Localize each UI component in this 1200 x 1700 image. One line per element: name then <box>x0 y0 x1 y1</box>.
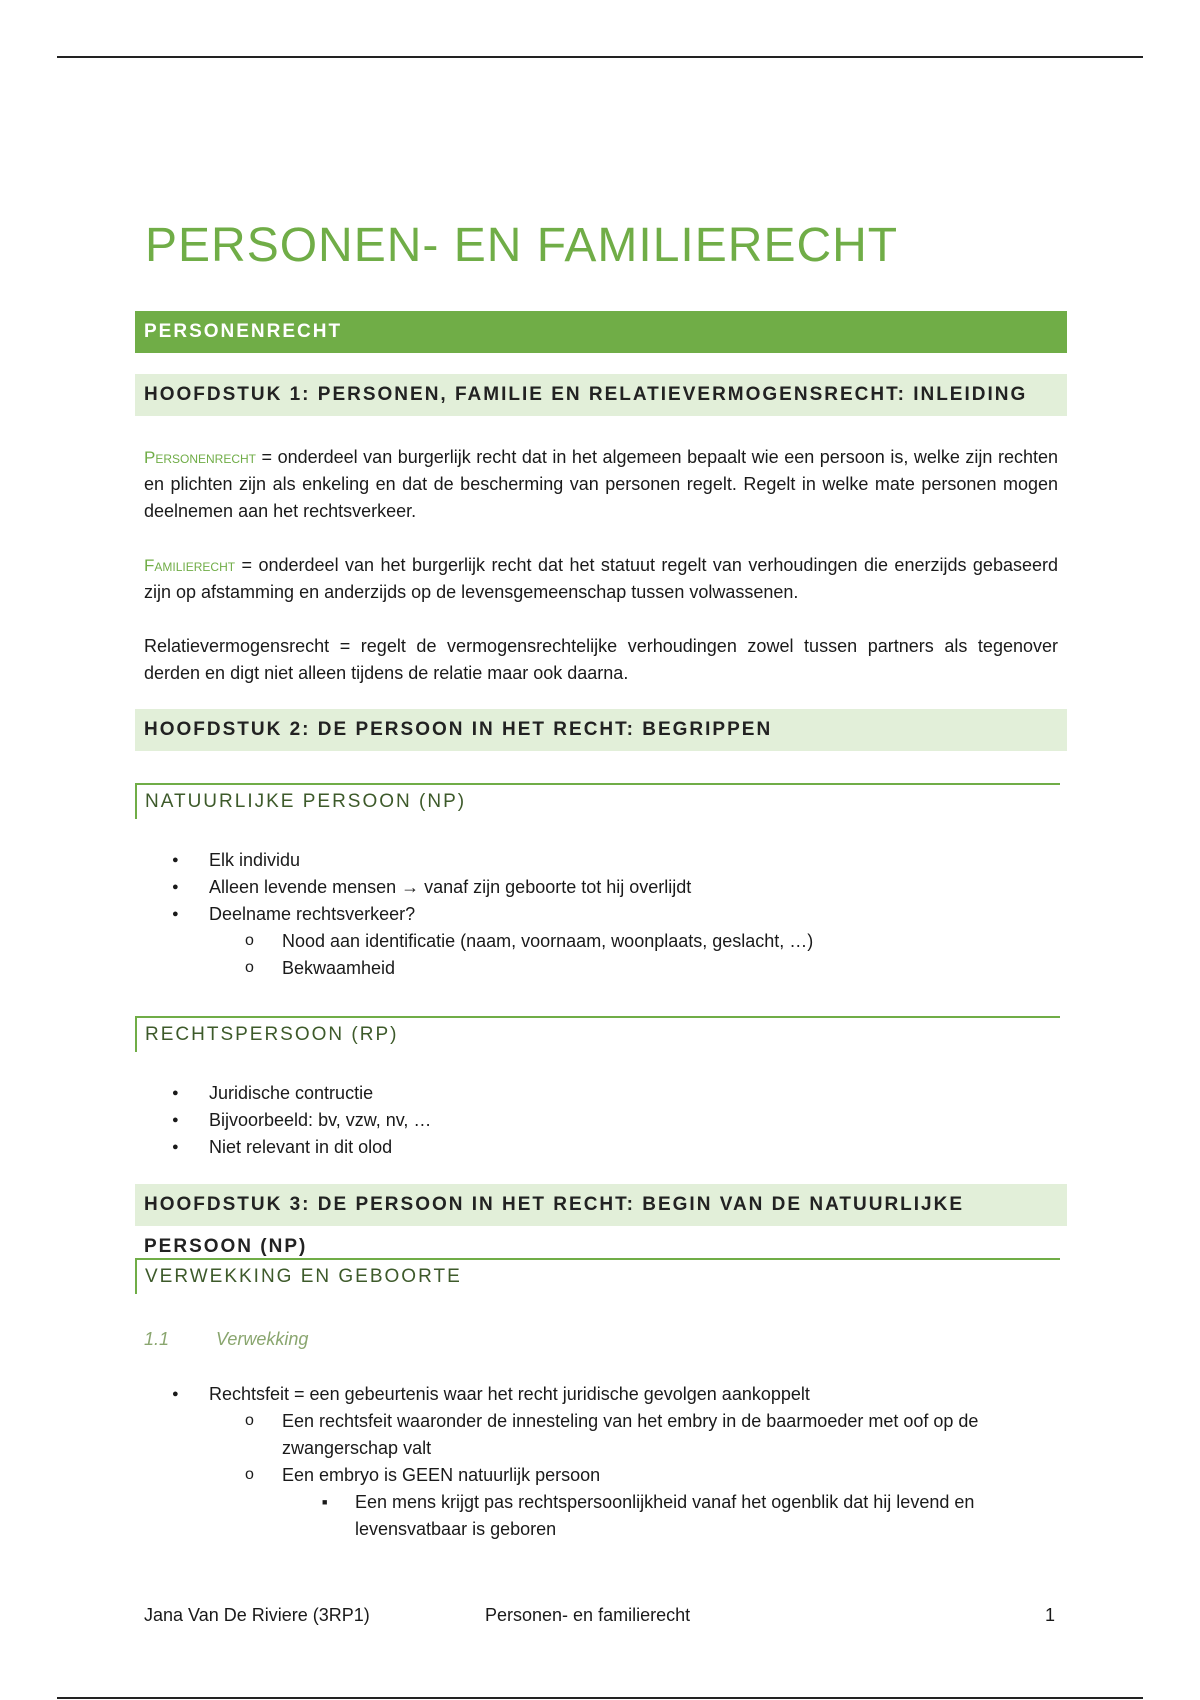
definition-familierecht <box>144 552 1058 606</box>
list-item-text: Deelname rechtsverkeer? <box>209 904 416 924</box>
list-item: ● Elk individu <box>172 847 1052 874</box>
sublist-item <box>209 1462 1052 1543</box>
definition-personenrecht <box>144 444 1058 525</box>
numbered-heading-verwekking <box>144 1329 308 1350</box>
list-item <box>172 901 1052 982</box>
term-personenrecht: Personenrecht <box>144 448 257 467</box>
footer-rule <box>57 1697 1143 1699</box>
subsublist <box>282 1489 1052 1543</box>
list-rechtspersoon <box>172 1080 1052 1161</box>
sublist-item-text: Een embryo is GEEN natuurlijk persoon <box>282 1465 601 1485</box>
list-item-text: Rechtsfeit = een gebeurtenis waar het recht juridische gevolgen aankoppelt <box>209 1384 810 1404</box>
header-rule <box>57 56 1143 58</box>
definition-familierecht-text: = onderdeel van het burgerlijk recht dat het statuut regelt van verhoudingen die enerzijds gebaseerd zijn op afstamming en anderzijds op de levensgemeenschap tussen volwassenen. <box>144 555 1058 602</box>
list-item <box>172 874 1052 901</box>
footer-page-number: 1 <box>1045 1605 1056 1625</box>
chapter-2-heading: HOOFDSTUK 2: DE PERSOON IN HET RECHT: BEGRIPPEN <box>135 709 1067 751</box>
definition-personenrecht-text: = onderdeel van burgerlijk recht dat in het algemeen bepaalt wie een persoon is, welke zijn rechten en plichten zijn als enkeling en dat de bescherming van personen regelt. Regelt in welke mate personen mogen deelnemen aan het rechtsverkeer. <box>144 447 1058 521</box>
sublist-rechtsverkeer <box>209 928 1052 982</box>
list-item: ● Juridische contructie <box>172 1080 1052 1107</box>
chapter-3-heading: HOOFDSTUK 3: DE PERSOON IN HET RECHT: BEGIN VAN DE NATUURLIJKE PERSOON (NP) <box>135 1184 1067 1226</box>
footer-course: Personen- en familierecht <box>485 1605 691 1625</box>
sublist-item: o Een rechtsfeit waaronder de innesteling van het embry in de baarmoeder met oof op de zwangerschap valt <box>209 1408 1052 1462</box>
list-item <box>172 1381 1052 1543</box>
definition-relatievermogensrecht: Relatievermogensrecht = regelt de vermogensrechtelijke verhoudingen zowel tussen partners als tegenover derden en digt niet alleen tijdens de relatie maar ook daarna. <box>144 636 1058 683</box>
list-item-text: Alleen levende mensen → vanaf zijn geboorte tot hij overlijdt <box>209 877 692 897</box>
footer-author: Jana Van De Riviere (3RP1) <box>144 1605 370 1625</box>
subheading-verwekking-en-geboorte: VERWEKKING EN GEBOORTE <box>135 1258 1060 1294</box>
sublist-item: o Bekwaamheid <box>209 955 1052 982</box>
list-verwekking <box>172 1381 1052 1543</box>
list-item: ● Bijvoorbeeld: bv, vzw, nv, … <box>172 1107 1052 1134</box>
sublist-rechtsfeit <box>209 1408 1052 1543</box>
chapter-1-heading: HOOFDSTUK 1: PERSONEN, FAMILIE EN RELATIEVERMOGENSRECHT: INLEIDING <box>135 374 1067 416</box>
heading-number: 1.1 <box>144 1329 170 1349</box>
subheading-rechtspersoon: RECHTSPERSOON (RP) <box>135 1016 1060 1052</box>
section-band-personenrecht: PERSONENRECHT <box>135 311 1067 353</box>
sublist-item: o Nood aan identificatie (naam, voornaam, woonplaats, geslacht, …) <box>209 928 1052 955</box>
subsublist-item: ■ Een mens krijgt pas rechtspersoonlijkheid vanaf het ogenblik dat hij levend en levensvatbaar is geboren <box>209 1489 1052 1543</box>
document-title: PERSONEN- EN FAMILIERECHT <box>145 219 899 272</box>
subheading-natuurlijke-persoon: NATUURLIJKE PERSOON (NP) <box>135 783 1060 819</box>
list-item: ● Niet relevant in dit olod <box>172 1134 1052 1161</box>
heading-title: Verwekking <box>216 1329 309 1349</box>
term-familierecht: Familierecht <box>144 556 236 575</box>
list-natuurlijke-persoon <box>172 847 1052 982</box>
